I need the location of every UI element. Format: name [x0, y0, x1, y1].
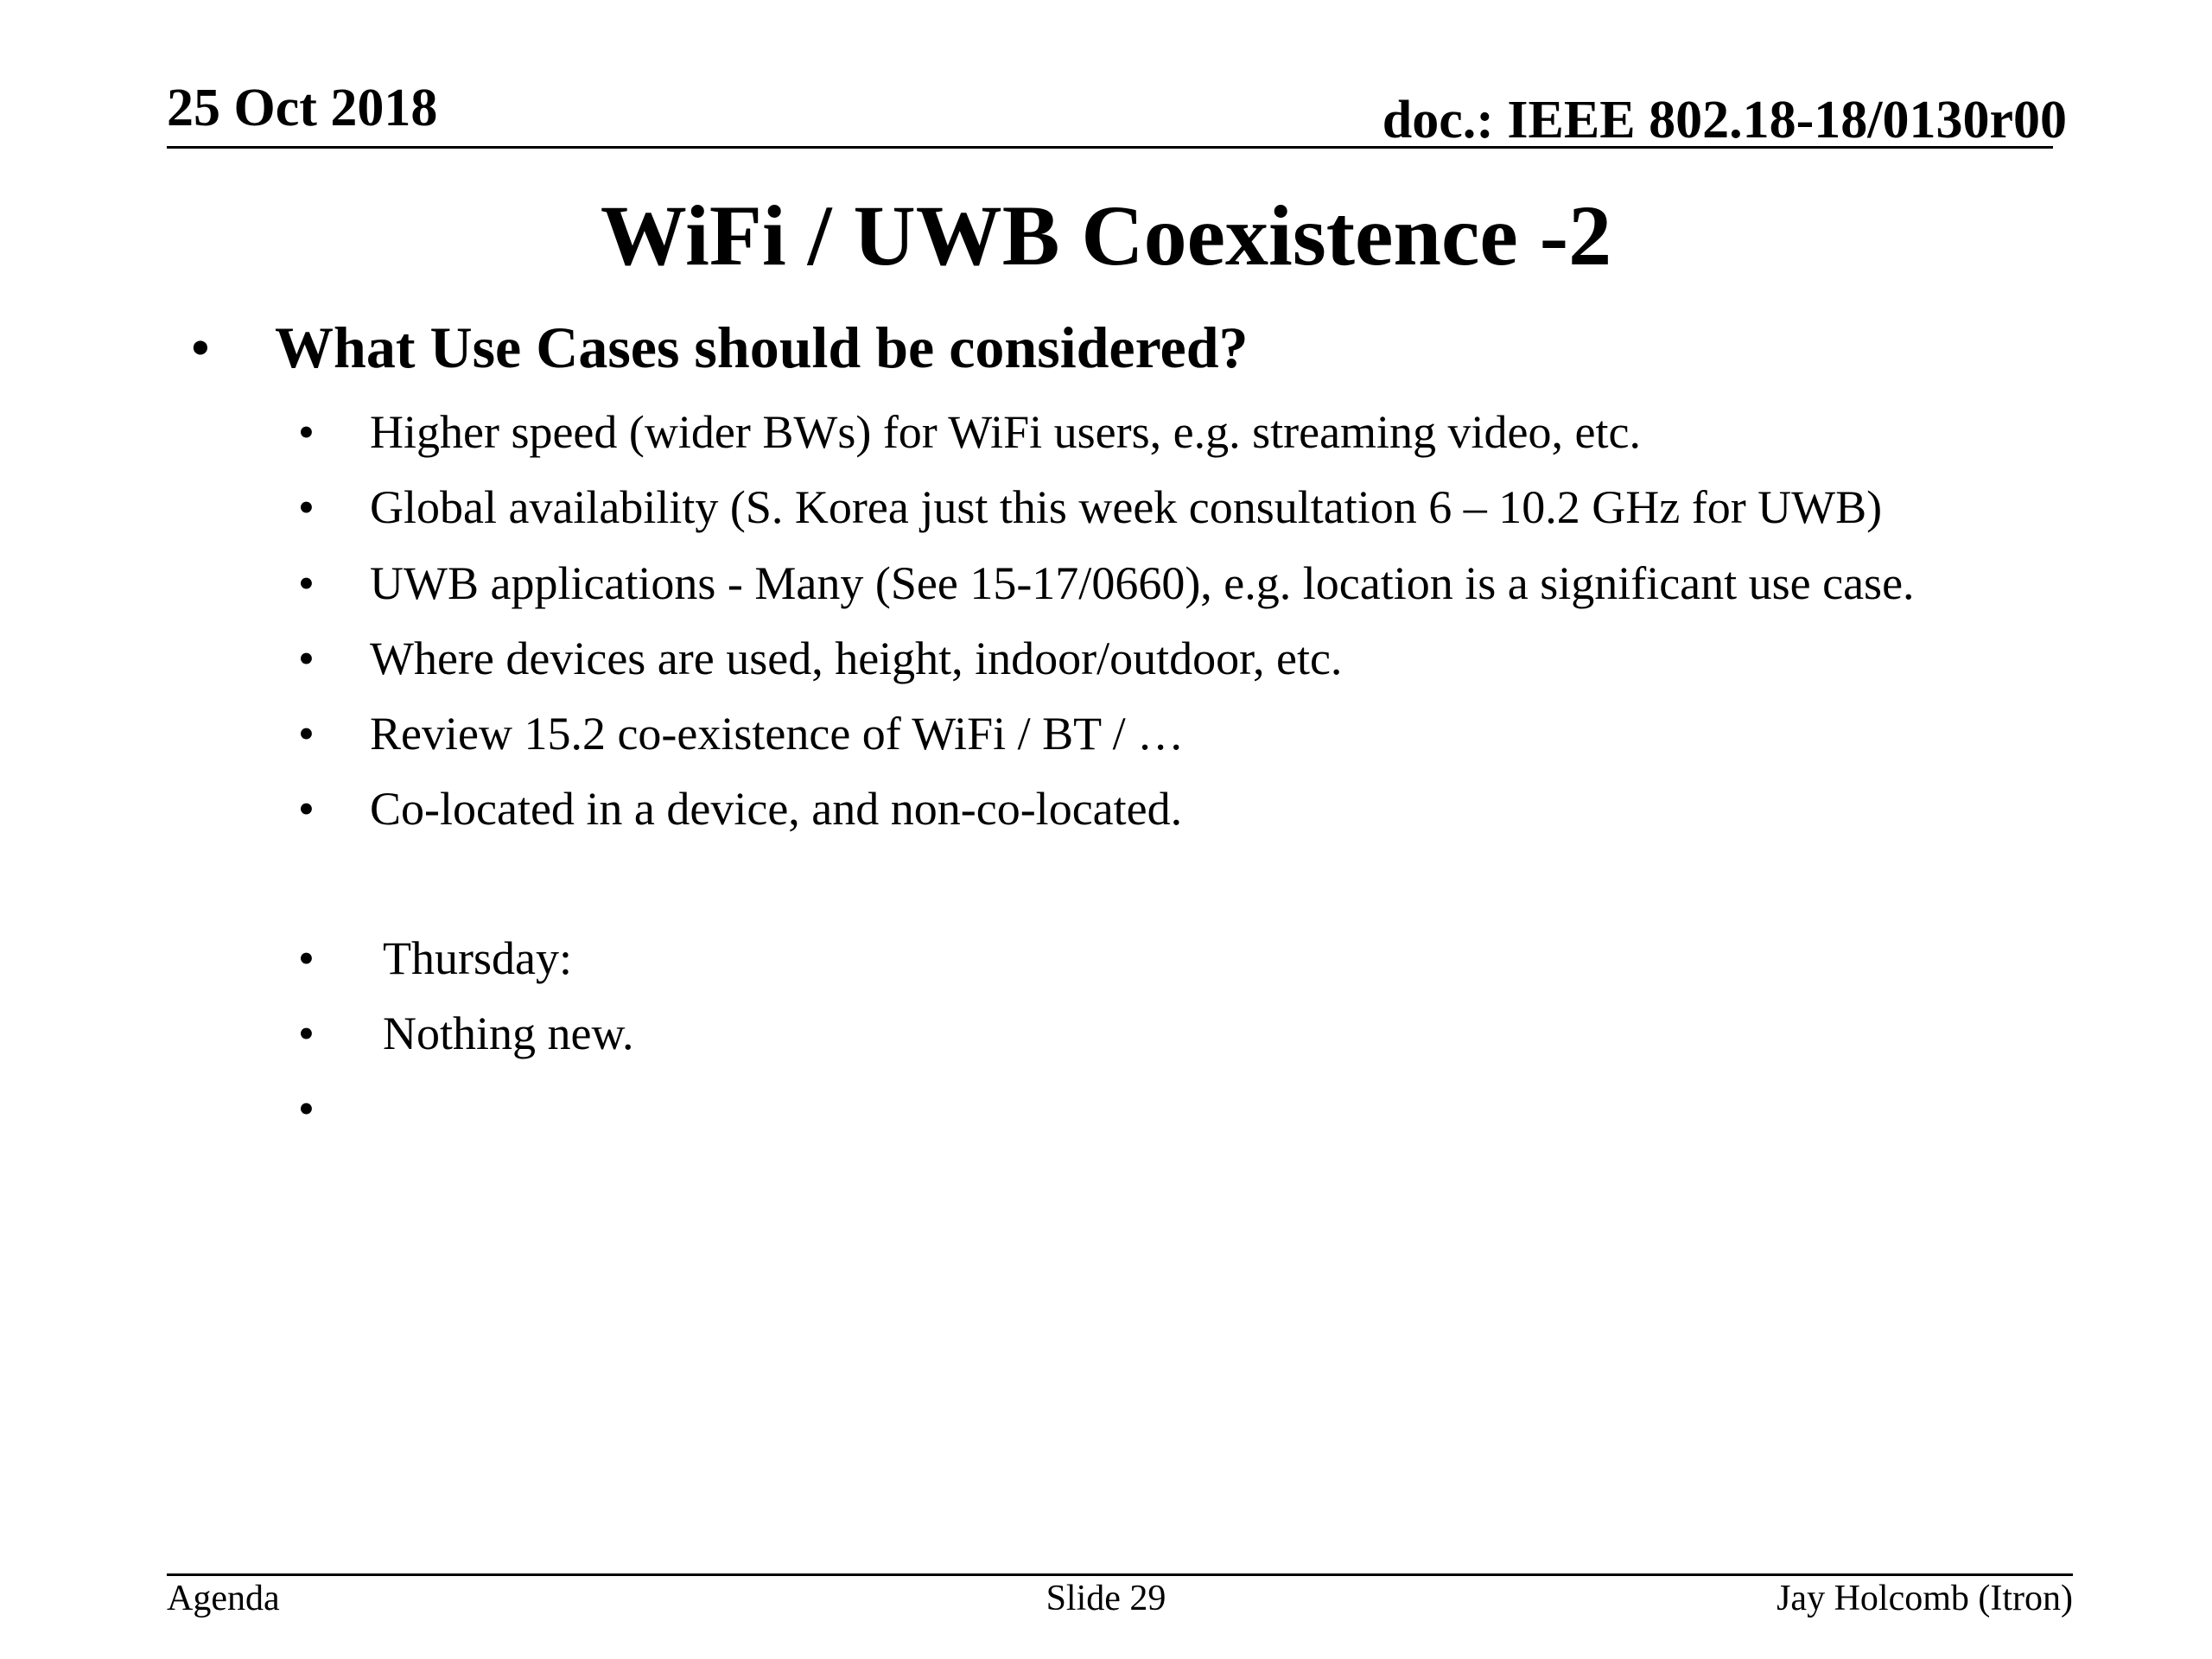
sub-bullet-text: Higher speed (wider BWs) for WiFi users, e.g. streaming video, etc.: [370, 406, 1641, 458]
footer-author: Jay Holcomb (Itron): [1777, 1579, 2073, 1618]
bullet-icon: •: [298, 557, 315, 609]
sub-bullet-text: Global availability (S. Korea just this week consultation 6 – 10.2 GHz for UWB): [370, 481, 1883, 533]
bullet-icon: •: [298, 932, 315, 984]
sub-bullet-text: UWB applications - Many (See 15-17/0660), e.g. location is a significant use case.: [370, 557, 1915, 609]
bullet-icon: •: [190, 315, 211, 380]
slide-title: WiFi / UWB Coexistence -2: [600, 188, 1612, 283]
bullet-icon: •: [298, 632, 315, 684]
sub-bullet-text: Where devices are used, height, indoor/outdoor, etc.: [370, 632, 1343, 684]
header-date: 25 Oct 2018: [167, 79, 438, 137]
bullet-icon: •: [298, 783, 315, 835]
thursday-bullet-text: Thursday:: [383, 932, 572, 984]
footer-left: Agenda: [167, 1579, 280, 1618]
bullet-icon: •: [298, 406, 315, 458]
header-doc-id: doc.: IEEE 802.18-18/0130r00: [1382, 91, 2067, 149]
slide-number: Slide 29: [1046, 1579, 1166, 1618]
sub-bullet-text: Co-located in a device, and non-co-located.: [370, 783, 1183, 835]
sub-bullet-text: Review 15.2 co-existence of WiFi / BT / …: [370, 708, 1185, 760]
bullet-icon: •: [298, 708, 315, 760]
bullet-icon: •: [298, 1007, 315, 1059]
thursday-bullet-text: Nothing new.: [383, 1007, 634, 1059]
footer-divider: [167, 1573, 2073, 1576]
main-bullet-text: What Use Cases should be considered?: [275, 315, 1249, 380]
bullet-icon: •: [298, 1083, 315, 1135]
header-divider: [167, 146, 2053, 149]
bullet-icon: •: [298, 481, 315, 533]
